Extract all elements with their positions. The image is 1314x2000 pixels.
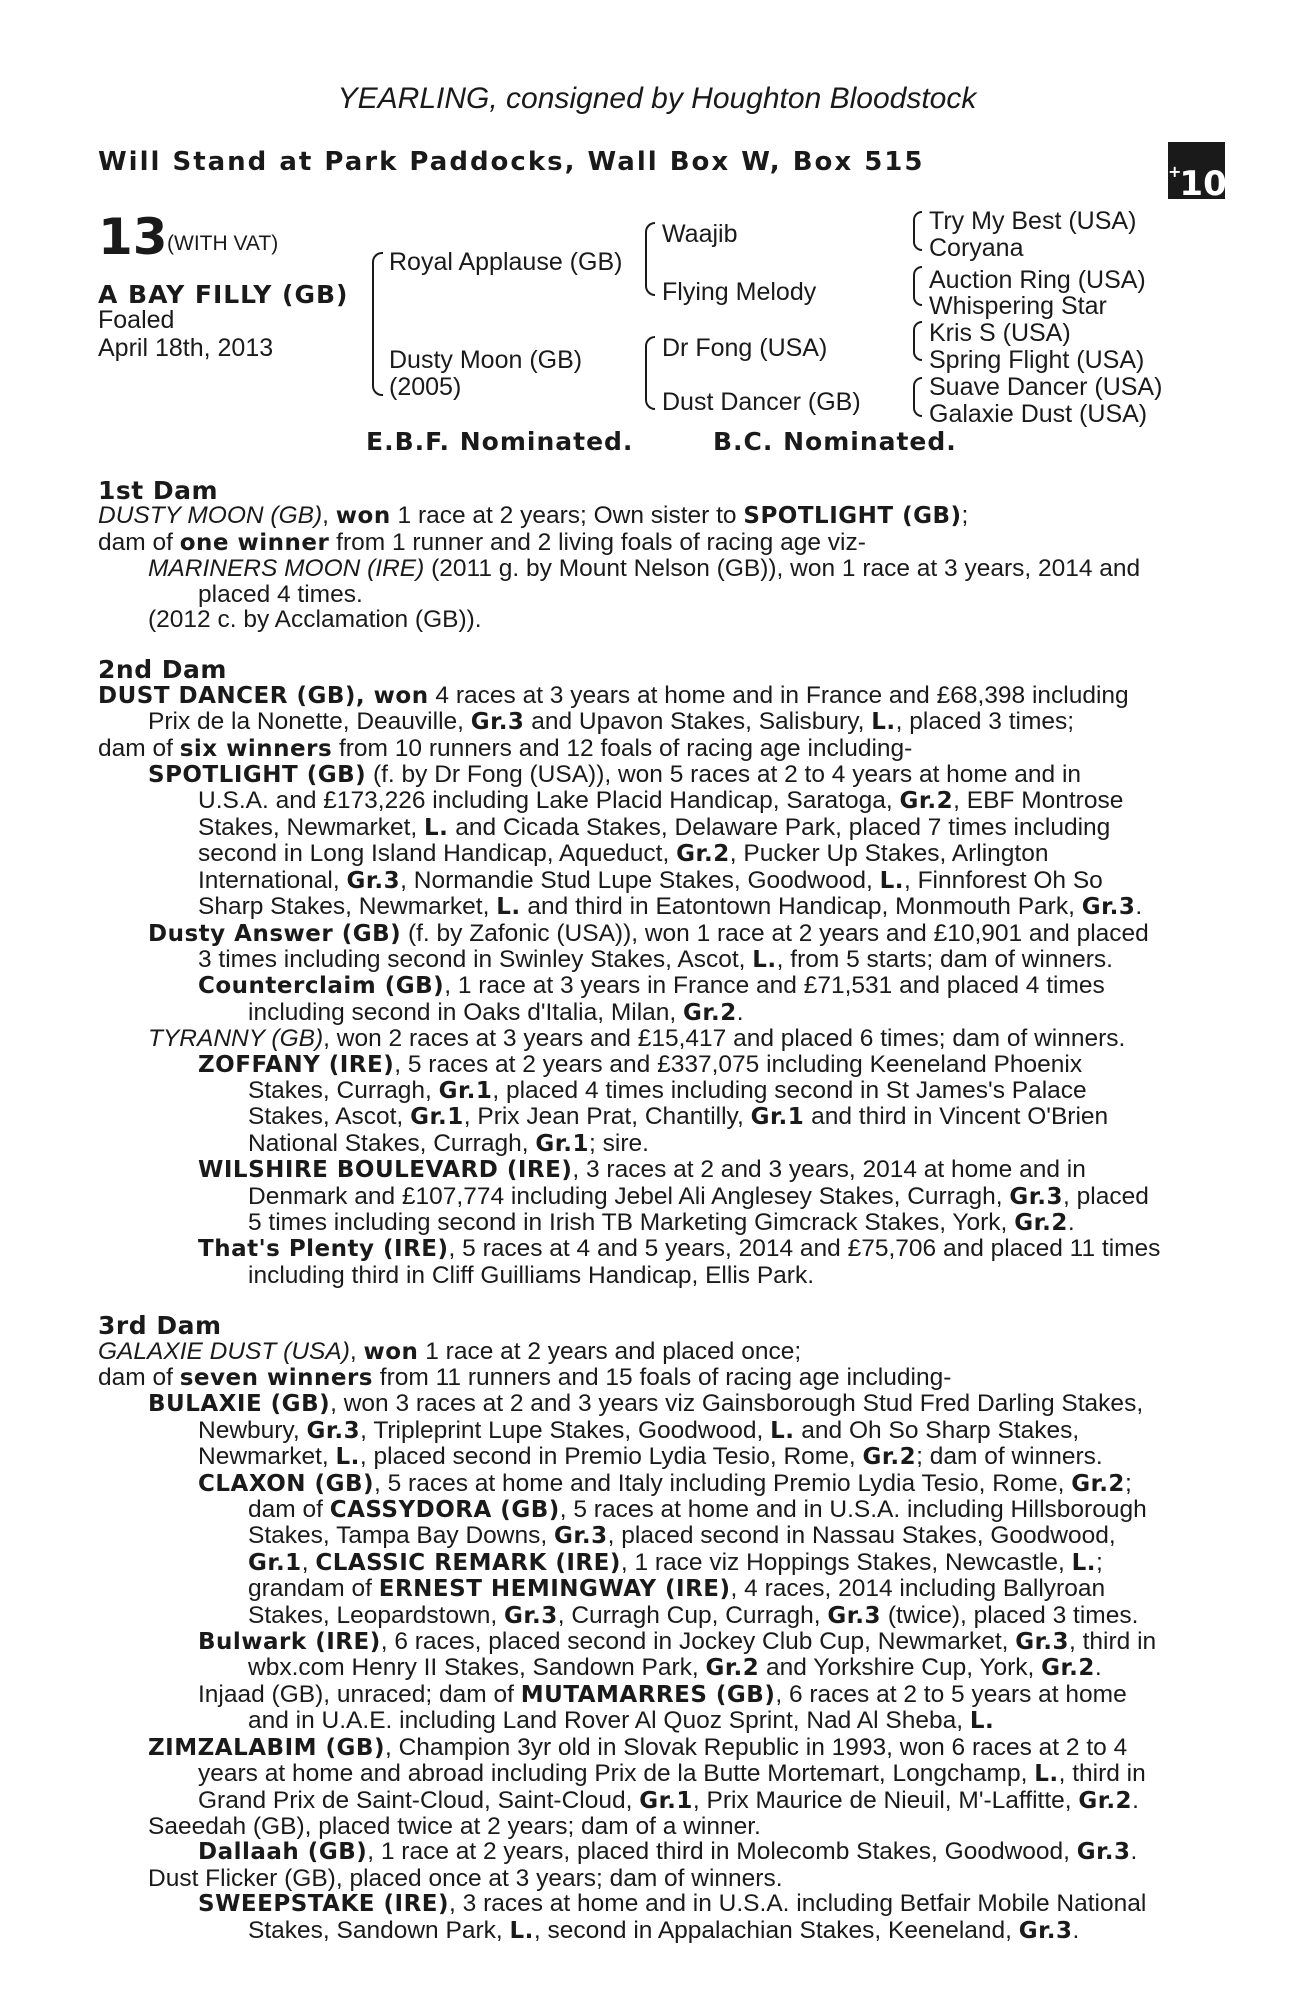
second-dam-heading: 2nd Dam [98, 655, 227, 685]
first-dam-line-3: MARINERS MOON (IRE) (2011 g. by Mount Nelson (GB)), won 1 race at 3 years, 2014 and [148, 555, 1141, 583]
second-dam-line-1: DUST DANCER (GB), won 4 races at 3 years at home and in France and £68,398 including [98, 681, 1129, 709]
spotlight-line-1: SPOTLIGHT (GB) (f. by Dr Fong (USA)), won 5 races at 2 to 4 years at home and in [148, 761, 1082, 789]
foaled-label: Foaled [98, 306, 175, 334]
pedigree-sire-dam: Flying Melody [662, 278, 817, 306]
consignment-line: YEARLING, consigned by Houghton Bloodstock [337, 82, 977, 115]
pedigree-brace-dd [913, 377, 922, 417]
saeedah-line: Saeedah (GB), placed twice at 2 years; dam of a winner. [148, 1812, 761, 1840]
pedigree-g3-5: Kris S (USA) [929, 319, 1071, 347]
wilshire-line-3: 5 times including second in Irish TB Marketing Gimcrack Stakes, York, Gr.2. [248, 1208, 1075, 1236]
claxon-line-2: dam of CASSYDORA (GB), 5 races at home and in U.S.A. including Hillsborough [248, 1496, 1147, 1524]
bc-nomination: B.C. Nominated. [713, 427, 957, 456]
spotlight-line-2: U.S.A. and £173,226 including Lake Placid Handicap, Saratoga, Gr.2, EBF Montrose [198, 787, 1124, 815]
wilshire-line-1: WILSHIRE BOULEVARD (IRE), 3 races at 2 and 3 years, 2014 at home and in [198, 1156, 1086, 1184]
pedigree-g3-3: Auction Ring (USA) [929, 266, 1146, 294]
lot-title: A BAY FILLY (GB) [98, 280, 349, 309]
badge-plus: + [1168, 162, 1182, 181]
pedigree-dam-year: (2005) [389, 373, 462, 401]
stand-location: Will Stand at Park Paddocks, Wall Box W, Box 515 [98, 147, 925, 177]
first-dam-line-5: (2012 c. by Acclamation (GB)). [148, 606, 482, 634]
dusty-answer-line-1: Dusty Answer (GB) (f. by Zafonic (USA)), won 1 race at 2 years and £10,901 and placed [148, 919, 1149, 947]
pedigree-brace-ss [913, 211, 922, 251]
tyranny-line-1: TYRANNY (GB), won 2 races at 3 years and £15,417 and placed 6 times; dam of winners. [148, 1025, 1126, 1053]
foaled-date: April 18th, 2013 [98, 334, 274, 362]
second-dam-line-3: dam of six winners from 10 runners and 12 foals of racing age including- [98, 734, 913, 762]
injaad-line-1: Injaad (GB), unraced; dam of MUTAMARRES (GB), 6 races at 2 to 5 years at home [198, 1680, 1127, 1708]
pedigree-g3-6: Spring Flight (USA) [929, 346, 1145, 374]
dallaah-line: Dallaah (GB), 1 race at 2 years, placed third in Molecomb Stakes, Goodwood, Gr.3. [198, 1838, 1138, 1866]
claxon-line-4: Gr.1, CLASSIC REMARK (IRE), 1 race viz Hoppings Stakes, Newcastle, L.; [248, 1548, 1103, 1576]
lot-number: 13 [98, 208, 168, 266]
first-dam-line-2: dam of one winner from 1 runner and 2 living foals of racing age viz- [98, 528, 866, 556]
pedigree-dam: Dusty Moon (GB) [389, 346, 583, 374]
injaad-line-2: and in U.A.E. including Land Rover Al Quoz Sprint, Nad Al Sheba, L. [248, 1707, 995, 1735]
spotlight-line-5: International, Gr.3, Normandie Stud Lupe Stakes, Goodwood, L., Finnforest Oh So [198, 866, 1103, 894]
pedigree-brace-dam [645, 336, 655, 410]
pedigree-dam-dam: Dust Dancer (GB) [662, 388, 861, 416]
spotlight-line-6: Sharp Stakes, Newmarket, L. and third in Eatontown Handicap, Monmouth Park, Gr.3. [198, 893, 1143, 921]
zoffany-line-3: Stakes, Ascot, Gr.1, Prix Jean Prat, Chantilly, Gr.1 and third in Vincent O'Brien [248, 1103, 1109, 1131]
zimzalabim-line-3: Grand Prix de Saint-Cloud, Saint-Cloud, Gr.1, Prix Maurice de Nieuil, M'-Laffitte, Gr.2. [198, 1786, 1139, 1814]
sweepstake-line-1: SWEEPSTAKE (IRE), 3 races at home and in U.S.A. including Betfair Mobile National [198, 1890, 1147, 1918]
zimzalabim-line-1: ZIMZALABIM (GB), Champion 3yr old in Slovak Republic in 1993, won 6 races at 2 to 4 [148, 1733, 1128, 1761]
pedigree-g3-7: Suave Dancer (USA) [929, 373, 1163, 401]
zoffany-line-2: Stakes, Curragh, Gr.1, placed 4 times including second in St James's Palace [248, 1076, 1087, 1104]
pedigree-g3-8: Galaxie Dust (USA) [929, 400, 1148, 428]
bulaxie-line-2: Newbury, Gr.3, Tripleprint Lupe Stakes, Goodwood, L. and Oh So Sharp Stakes, [198, 1416, 1080, 1444]
second-dam-line-2: Prix de la Nonette, Deauville, Gr.3 and Upavon Stakes, Salisbury, L., placed 3 times; [148, 708, 1075, 736]
lot-badge [1168, 142, 1227, 204]
thats-plenty-line-1: That's Plenty (IRE), 5 races at 4 and 5 years, 2014 and £75,706 and placed 11 times [198, 1235, 1161, 1263]
claxon-line-6: Stakes, Leopardstown, Gr.3, Curragh Cup, Curragh, Gr.3 (twice), placed 3 times. [248, 1601, 1139, 1629]
first-dam-line-4: placed 4 times. [198, 580, 363, 608]
bulaxie-line-1: BULAXIE (GB), won 3 races at 2 and 3 years viz Gainsborough Stud Fred Darling Stakes, [148, 1390, 1144, 1418]
claxon-line-5: grandam of ERNEST HEMINGWAY (IRE), 4 races, 2014 including Ballyroan [248, 1575, 1106, 1603]
thats-plenty-line-2: including third in Cliff Guilliams Handicap, Ellis Park. [248, 1261, 815, 1289]
wilshire-line-2: Denmark and £107,774 including Jebel Ali Anglesey Stakes, Curragh, Gr.3, placed [248, 1182, 1149, 1210]
bulwark-line-1: Bulwark (IRE), 6 races, placed second in Jockey Club Cup, Newmarket, Gr.3, third in [198, 1628, 1157, 1656]
third-dam-heading: 3rd Dam [98, 1311, 222, 1341]
dust-flicker-line: Dust Flicker (GB), placed once at 3 years; dam of winners. [148, 1864, 783, 1892]
zimzalabim-line-2: years at home and abroad including Prix de la Butte Mortemart, Longchamp, L., third in [198, 1760, 1146, 1788]
badge-number: 10 [1179, 164, 1227, 204]
pedigree-brace-sd [913, 266, 922, 306]
spotlight-line-3: Stakes, Newmarket, L. and Cicada Stakes, Delaware Park, placed 7 times including [198, 813, 1111, 841]
pedigree-sire: Royal Applause (GB) [389, 248, 623, 276]
counterclaim-line-2: including second in Oaks d'Italia, Milan, Gr.2. [248, 998, 744, 1026]
pedigree-g3-2: Coryana [929, 234, 1024, 262]
bulwark-line-2: wbx.com Henry II Stakes, Sandown Park, Gr.2 and Yorkshire Cup, York, Gr.2. [248, 1654, 1102, 1682]
ebf-nomination: E.B.F. Nominated. [366, 427, 634, 456]
counterclaim-line-1: Counterclaim (GB), 1 race at 3 years in France and £71,531 and placed 4 times [198, 972, 1105, 1000]
spotlight-line-4: second in Long Island Handicap, Aqueduct, Gr.2, Pucker Up Stakes, Arlington [198, 840, 1049, 868]
pedigree-dam-sire: Dr Fong (USA) [662, 334, 828, 362]
bulaxie-line-3: Newmarket, L., placed second in Premio Lydia Tesio, Rome, Gr.2; dam of winners. [198, 1443, 1103, 1471]
pedigree-g3-1: Try My Best (USA) [929, 207, 1137, 235]
third-dam-line-1: GALAXIE DUST (USA), won 1 race at 2 years and placed once; [98, 1337, 802, 1365]
zoffany-line-1: ZOFFANY (IRE), 5 races at 2 years and £337,075 including Keeneland Phoenix [198, 1050, 1083, 1078]
first-dam-line-1: DUSTY MOON (GB), won 1 race at 2 years; Own sister to SPOTLIGHT (GB); [98, 502, 969, 530]
third-dam-line-2: dam of seven winners from 11 runners and 15 foals of racing age including- [98, 1364, 952, 1391]
claxon-line-3: Stakes, Tampa Bay Downs, Gr.3, placed second in Nassau Stakes, Goodwood, [248, 1522, 1116, 1550]
pedigree-g3-4: Whispering Star [929, 292, 1107, 320]
pedigree-brace-main [372, 252, 383, 396]
vat-note: (WITH VAT) [167, 232, 279, 255]
zoffany-line-4: National Stakes, Curragh, Gr.1; sire. [248, 1129, 649, 1157]
pedigree-brace-sire [645, 222, 655, 296]
first-dam-heading: 1st Dam [98, 476, 219, 505]
claxon-line-1: CLAXON (GB), 5 races at home and Italy including Premio Lydia Tesio, Rome, Gr.2; [198, 1469, 1132, 1497]
dusty-answer-line-2: 3 times including second in Swinley Stakes, Ascot, L., from 5 starts; dam of winners. [198, 945, 1113, 973]
pedigree-sire-sire: Waajib [662, 220, 738, 248]
pedigree-brace-ds [913, 321, 922, 361]
sweepstake-line-2: Stakes, Sandown Park, L., second in Appalachian Stakes, Keeneland, Gr.3. [248, 1916, 1080, 1944]
produce-record [98, 478, 1204, 1944]
